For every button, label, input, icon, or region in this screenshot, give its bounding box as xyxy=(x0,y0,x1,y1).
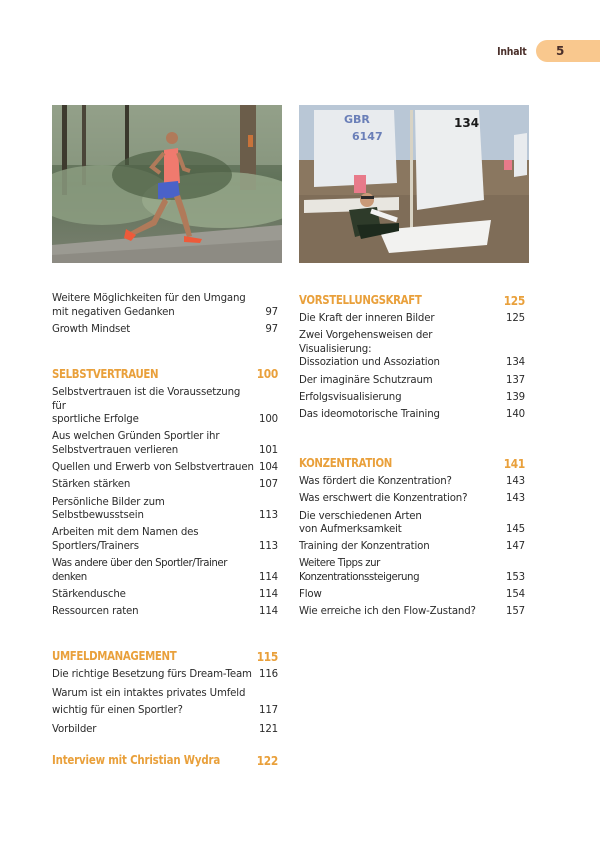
toc-entry[interactable] xyxy=(52,292,278,319)
page-number-tab xyxy=(536,40,600,62)
entry-title-line: Die verschiedenen Arten xyxy=(299,510,422,522)
entry-page: 117 xyxy=(259,705,278,717)
entry-title-line: Aus welchen Gründen Sportler ihr xyxy=(52,431,220,443)
entry-title: Stärken stärken xyxy=(52,479,131,491)
toc-entry[interactable] xyxy=(52,430,278,457)
entry-title: Was fördert die Konzentration? xyxy=(299,476,452,488)
toc-entry[interactable] xyxy=(299,329,525,370)
entry-title-line: Weitere Möglichkeiten für den Umgang xyxy=(52,293,246,304)
toc-entry[interactable] xyxy=(52,605,278,619)
entry-page: 140 xyxy=(506,408,525,420)
entry-title-line: Zwei Vorgehensweisen der Visualisierung: xyxy=(299,330,433,355)
entry-title-line: sportliche Erfolge xyxy=(52,414,139,426)
entry-title: Das ideomotorische Training xyxy=(299,408,440,420)
entry-page: 145 xyxy=(506,524,525,536)
entry-title: Training der Konzentration xyxy=(299,541,430,553)
toc-entry[interactable] xyxy=(299,510,525,537)
entry-page: 125 xyxy=(506,313,525,324)
entry-title: Vorbilder xyxy=(52,724,97,735)
section-title: VORSTELLUNGSKRAFT xyxy=(299,293,422,307)
entry-title-line: Dissoziation und Assoziation xyxy=(299,357,440,369)
entry-page: 154 xyxy=(506,589,525,601)
entry-page: 113 xyxy=(259,540,278,552)
page-number: 5 xyxy=(556,44,565,58)
toc-entry[interactable] xyxy=(52,668,278,682)
entry-title-line: Sportlers/Trainers xyxy=(52,540,139,552)
running-head xyxy=(492,40,600,62)
toc-entry[interactable] xyxy=(52,557,278,584)
svg-text:6147: 6147 xyxy=(352,130,383,143)
entry-title: Erfolgsvisualisierung xyxy=(299,391,402,403)
entry-page: 153 xyxy=(506,572,525,584)
section-page: 125 xyxy=(503,292,525,308)
toc-entry[interactable] xyxy=(299,374,525,388)
entry-title-line: Selbstvertrauen ist die Voraussetzung für xyxy=(52,386,241,412)
toc-entry[interactable] xyxy=(52,461,278,475)
entry-title-line: Warum ist ein intaktes privates Umfeld xyxy=(52,688,246,700)
section-title: KONZENTRATION xyxy=(299,456,393,471)
entry-page: 157 xyxy=(506,606,525,618)
entry-title: Growth Mindset xyxy=(52,323,131,335)
entry-page: 137 xyxy=(506,374,525,386)
toc-entry[interactable] xyxy=(52,323,278,337)
section-heading-umfeldmanagement[interactable] xyxy=(52,648,278,664)
entry-title: Was erschwert die Konzentration? xyxy=(299,493,468,505)
section-title: UMFELDMANAGEMENT xyxy=(52,649,177,664)
entry-page: 114 xyxy=(259,606,278,618)
section-heading-interview[interactable] xyxy=(52,752,278,768)
entry-title-line: Arbeiten mit dem Namen des xyxy=(52,527,199,539)
toc-entry[interactable] xyxy=(52,588,278,602)
entry-page: 116 xyxy=(259,669,278,681)
section-page: 115 xyxy=(256,648,278,664)
section-title: SELBSTVERTRAUEN xyxy=(52,366,159,381)
toc-entry[interactable] xyxy=(299,475,525,489)
entry-title: Der imaginäre Schutzraum xyxy=(299,374,433,386)
entry-title: Die Kraft der inneren Bilder xyxy=(299,313,435,324)
svg-text:134: 134 xyxy=(454,116,480,130)
entry-title: Ressourcen raten xyxy=(52,606,139,618)
toc-right-column xyxy=(299,292,525,623)
photo-runner xyxy=(52,105,282,263)
section-page: 100 xyxy=(256,366,278,382)
toc-entry[interactable] xyxy=(52,526,278,553)
entry-title: Wie erreiche ich den Flow-Zustand? xyxy=(299,606,476,618)
section-page: 141 xyxy=(503,455,525,471)
entry-page: 114 xyxy=(259,588,278,600)
toc-entry[interactable] xyxy=(52,723,278,737)
section-heading-konzentration[interactable] xyxy=(299,455,525,471)
entry-title-line: wichtig für einen Sportler? xyxy=(52,705,183,717)
entry-title: Stärkendusche xyxy=(52,588,126,600)
toc-entry[interactable] xyxy=(52,685,278,719)
entry-title: Quellen und Erwerb von Selbstvertrauen xyxy=(52,462,254,474)
entry-title: Was andere über den Sportler/Trainer denken xyxy=(52,558,227,583)
entry-page: 134 xyxy=(506,357,525,369)
entry-title: Die richtige Besetzung fürs Dream-Team xyxy=(52,669,252,681)
entry-page: 104 xyxy=(259,462,278,474)
entry-page: 114 xyxy=(259,571,278,583)
entry-page: 97 xyxy=(265,323,278,335)
entry-page: 143 xyxy=(506,493,525,505)
running-head-section: Inhalt xyxy=(496,44,526,58)
entry-page: 100 xyxy=(259,414,278,426)
entry-page: 97 xyxy=(265,306,278,318)
entry-page: 139 xyxy=(506,391,525,403)
entry-page: 113 xyxy=(259,510,278,522)
entry-title: Flow xyxy=(299,589,322,601)
entry-title-line: von Aufmerksamkeit xyxy=(299,524,402,536)
entry-page: 143 xyxy=(506,476,525,488)
entry-title: Weitere Tipps zur Konzentrationssteigerung xyxy=(299,558,420,584)
photo-sailor xyxy=(299,105,529,263)
toc-entry[interactable] xyxy=(299,391,525,405)
toc-entry[interactable] xyxy=(52,386,278,427)
entry-page: 147 xyxy=(506,541,525,553)
entry-page: 101 xyxy=(259,444,278,456)
runner-illustration xyxy=(52,105,282,263)
entry-title: Persönliche Bilder zum Selbstbewusstsein xyxy=(52,496,165,522)
toc-entry[interactable] xyxy=(299,557,525,584)
toc-entry[interactable] xyxy=(52,478,278,492)
toc-entry[interactable] xyxy=(299,588,525,602)
entry-page: 107 xyxy=(259,479,278,491)
toc-entry[interactable] xyxy=(299,605,525,619)
toc-entry[interactable] xyxy=(299,408,525,422)
section-heading-vorstellungskraft[interactable] xyxy=(299,292,525,308)
entry-title-line: mit negativen Gedanken xyxy=(52,306,175,318)
toc-entry[interactable] xyxy=(52,496,278,523)
entry-page: 121 xyxy=(259,724,278,735)
toc-left-column xyxy=(52,292,278,772)
section-heading-selbstvertrauen[interactable] xyxy=(52,366,278,382)
sailor-illustration xyxy=(299,105,529,263)
entry-title-line: Selbstvertrauen verlieren xyxy=(52,444,179,456)
section-title: Interview mit Christian Wydra xyxy=(52,753,221,768)
svg-text:GBR: GBR xyxy=(344,113,370,126)
section-page: 122 xyxy=(256,752,278,768)
toc-entry[interactable] xyxy=(299,540,525,554)
toc-entry[interactable] xyxy=(299,492,525,506)
toc-entry[interactable] xyxy=(299,312,525,326)
